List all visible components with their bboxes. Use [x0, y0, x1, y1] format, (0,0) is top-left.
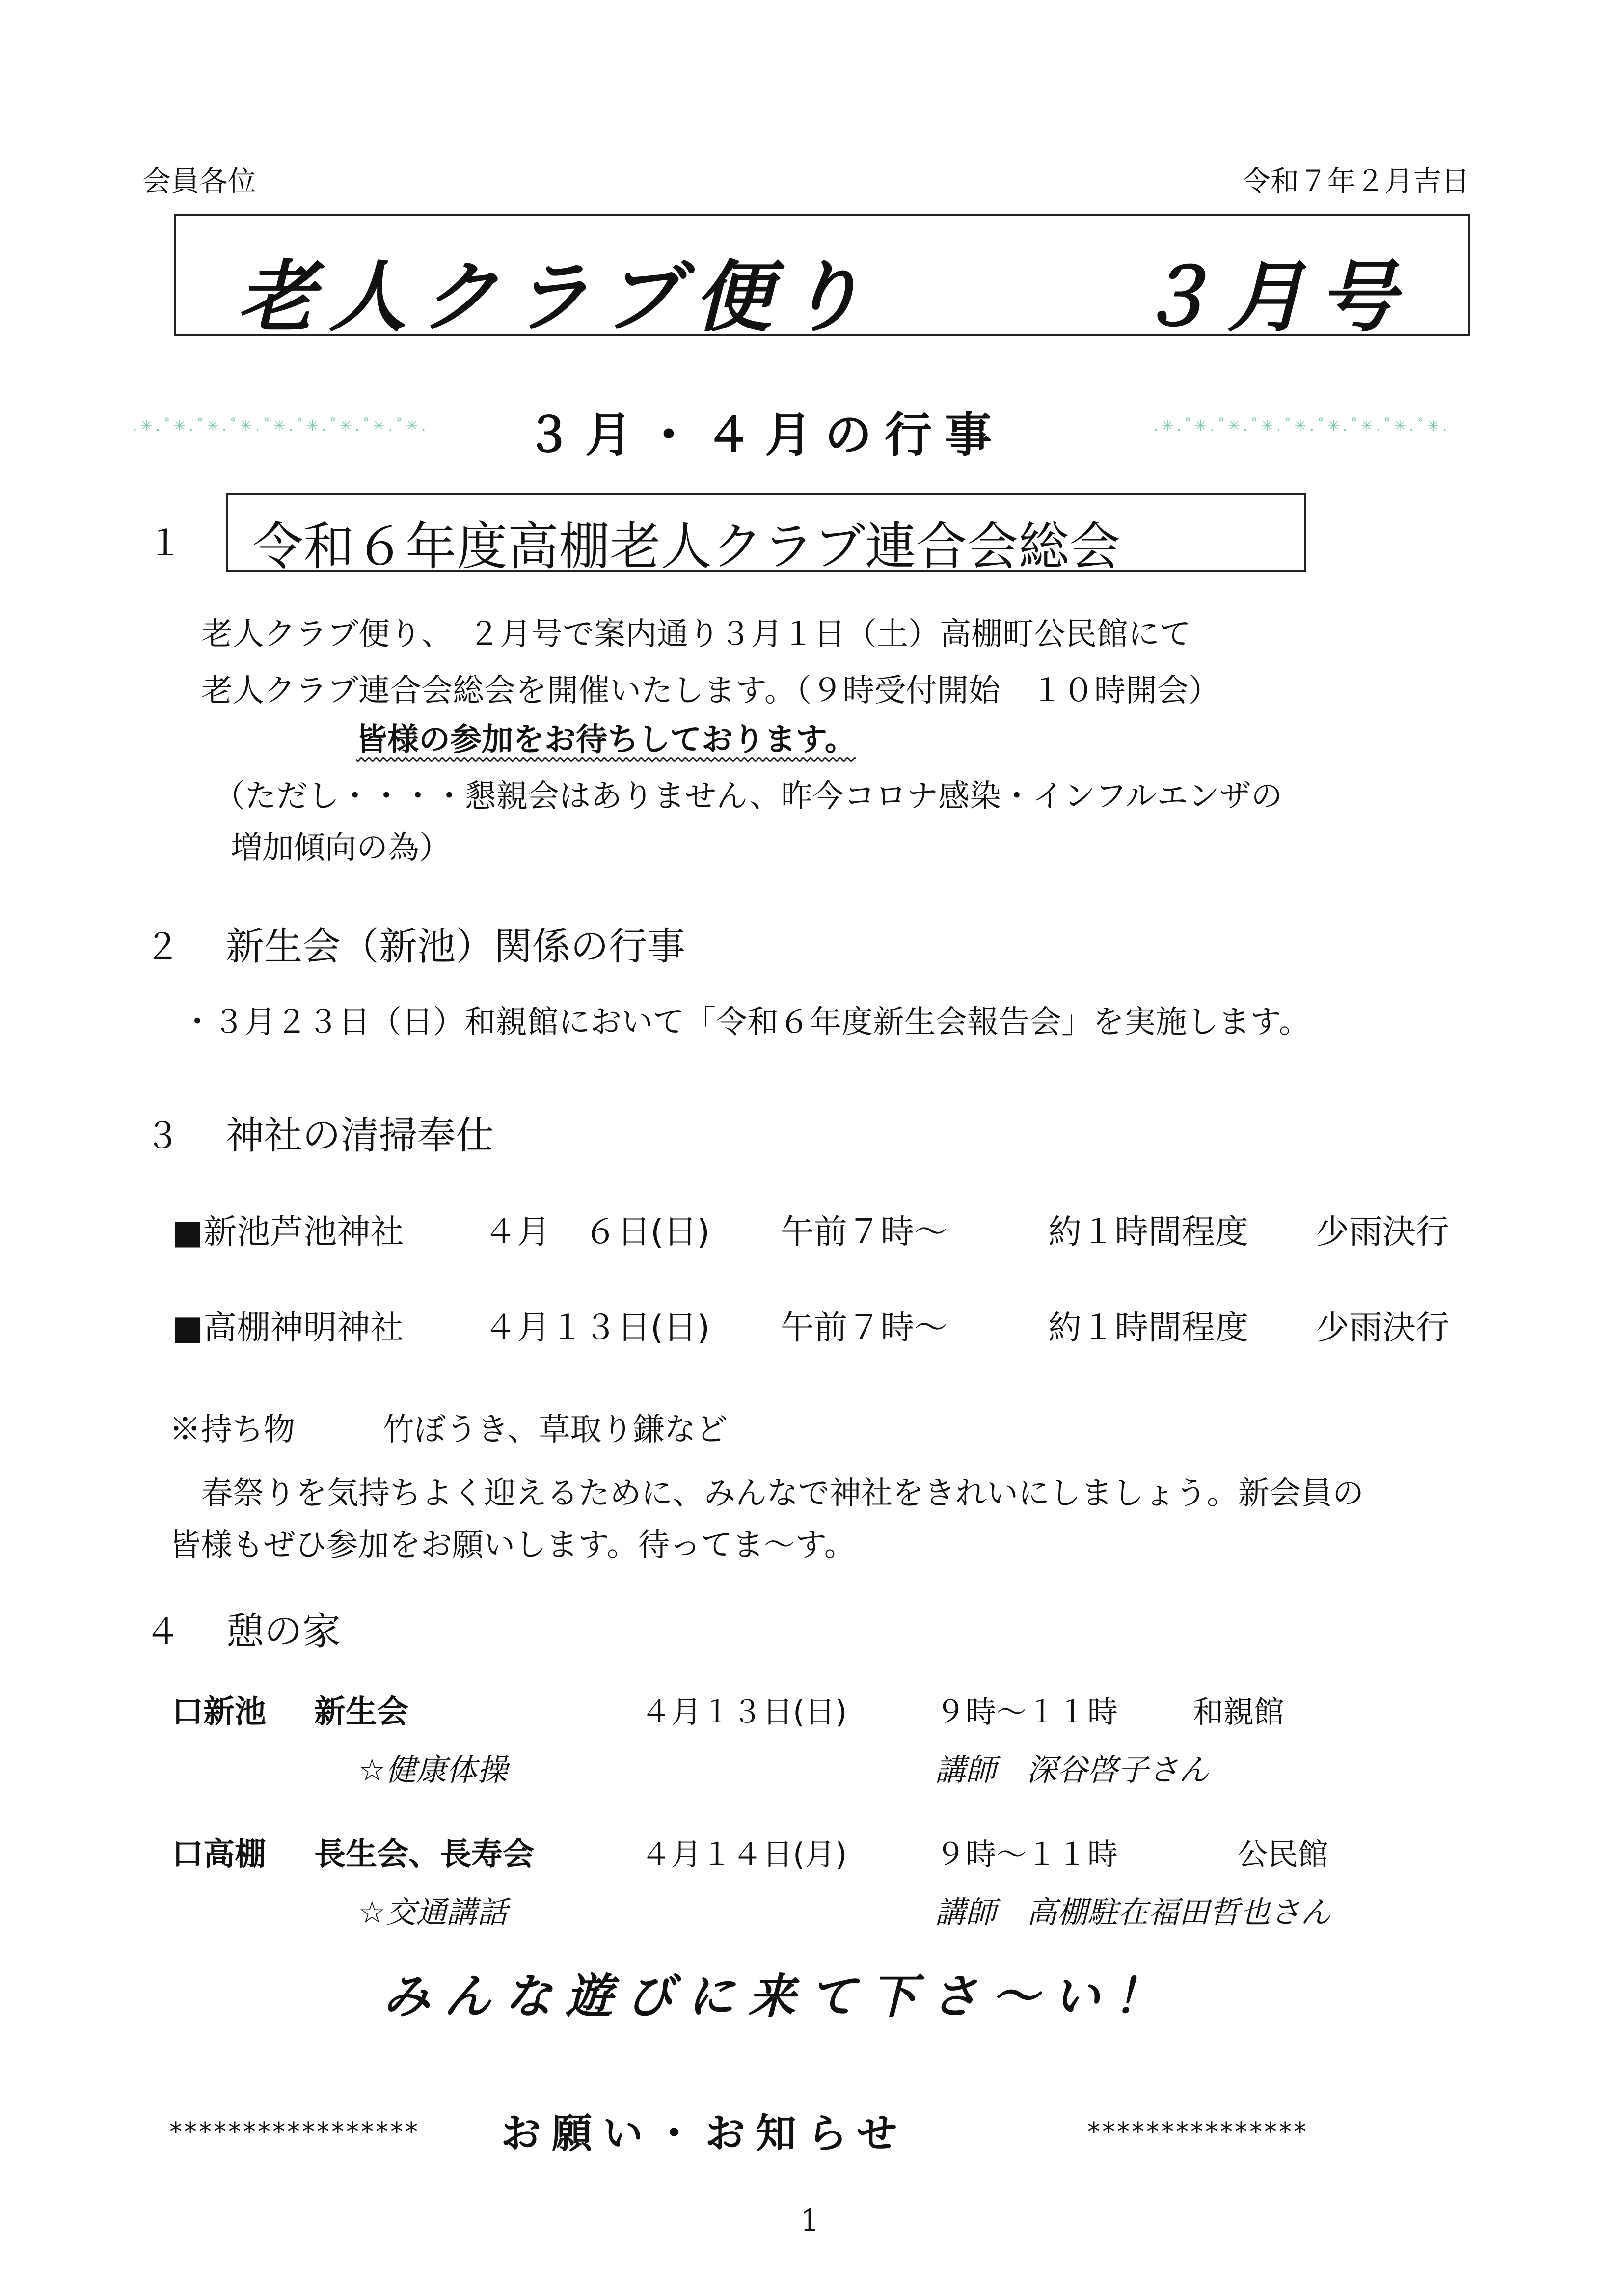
event-lecturer: 講師 高棚駐在福田哲也さん: [935, 1894, 1331, 1930]
section-3-title: 神社の清掃奉仕: [226, 1114, 494, 1158]
title-box: [174, 214, 1470, 343]
cleaning-date: ４月 ６日(日): [484, 1213, 710, 1252]
event-area: 口新池: [172, 1694, 266, 1730]
rain-policy: 少雨決行: [1316, 1213, 1450, 1252]
event-venue: 公民館: [1237, 1836, 1329, 1872]
event-time: ９時～１１時: [935, 1694, 1118, 1730]
notice-heading: お願い・お知らせ: [501, 2110, 908, 2157]
newsletter-title: 老人クラブ便り: [238, 252, 877, 343]
rain-policy: 少雨決行: [1316, 1309, 1450, 1347]
section-1-line-2: 老人クラブ連合会総会を開催いたします。（９時受付開始 １０時開会）: [201, 673, 1220, 709]
cleaning-duration: 約１時間程度: [1048, 1213, 1249, 1252]
section-4-number: ４: [145, 1611, 181, 1652]
section-2-number: ２: [145, 926, 181, 967]
event-activity: ☆交通講話: [358, 1894, 508, 1930]
shrine-name: ■新池芦池神社: [172, 1213, 404, 1252]
cleaning-time: 午前７時～: [781, 1213, 948, 1252]
section-1-line-1: 老人クラブ便り、 ２月号で案内通り３月１日（土）高棚町公民館にて: [201, 616, 1191, 653]
stars-left: *****************: [169, 2117, 420, 2147]
issue-date: 令和７年２月吉日: [1242, 164, 1470, 198]
sparkle-decoration-right: .✳︎.˚✳︎.˚✳︎.˚✳︎.˚✳︎.˚✳︎.˚✳︎.˚✳︎.˚✳︎.: [1154, 417, 1450, 435]
section-1-title-box: [226, 493, 1306, 576]
section-1-title: 令和６年度高棚老人クラブ連合会総会: [252, 517, 1121, 576]
event-lecturer: 講師 深谷啓子さん: [935, 1752, 1210, 1788]
cleaning-time: 午前７時～: [781, 1309, 948, 1347]
cleaning-date: ４月１３日(日): [484, 1309, 710, 1347]
addressee: 会員各位: [142, 164, 257, 198]
stars-right: ***************: [1087, 2117, 1308, 2147]
event-group: 長生会、長寿会: [314, 1836, 534, 1873]
event-time: ９時～１１時: [935, 1836, 1118, 1872]
page-number: 1: [800, 2202, 820, 2238]
section-2-title: 新生会（新池）関係の行事: [226, 925, 686, 969]
event-group: 新生会: [314, 1694, 408, 1730]
cleaning-duration: 約１時間程度: [1048, 1309, 1249, 1347]
section-3-note-2: 皆様もぜひ参加をお願いします。待ってま～す。: [169, 1527, 856, 1563]
items-list: 竹ぼうき、草取り鎌など: [383, 1412, 728, 1448]
section-1-line-4: （ただし・・・・懇親会はありません、昨今コロナ感染・インフルエンザの: [214, 778, 1283, 815]
event-area: 口高棚: [172, 1836, 266, 1873]
section-1-number: １: [147, 522, 183, 564]
section-3-number: ３: [145, 1115, 181, 1156]
event-date: ４月１３日(日): [641, 1694, 847, 1730]
schedule-heading-row: [133, 398, 1507, 463]
section-4-title: 憩の家: [226, 1610, 341, 1654]
section-3-note-1: 春祭りを気持ちよく迎えるために、みんなで神社をきれいにしましょう。新会員の: [201, 1476, 1364, 1512]
event-activity: ☆健康体操: [358, 1752, 508, 1788]
section-1-line-5: 増加傾向の為）: [231, 830, 451, 866]
event-date: ４月１４日(月): [641, 1836, 847, 1872]
items-label: ※持ち物: [169, 1412, 295, 1448]
event-venue: 和親館: [1193, 1694, 1285, 1730]
closing-message: みんな遊びに来て下さ～い！: [383, 1969, 1174, 2024]
issue-label: ３月号: [1136, 252, 1410, 343]
schedule-heading: ３月・４月の行事: [525, 408, 1004, 463]
sparkle-decoration-left: .✳︎.˚✳︎.˚✳︎.˚✳︎.˚✳︎.˚✳︎.˚✳︎.˚✳︎.˚✳︎.: [133, 417, 429, 435]
section-2-line-1: ・３月２３日（日）和親館において「令和６年度新生会報告会」を実施します。: [182, 1004, 1310, 1040]
section-1-invitation: 皆様の参加をお待ちしております。: [356, 722, 856, 758]
shrine-name: ■高棚神明神社: [172, 1309, 404, 1347]
